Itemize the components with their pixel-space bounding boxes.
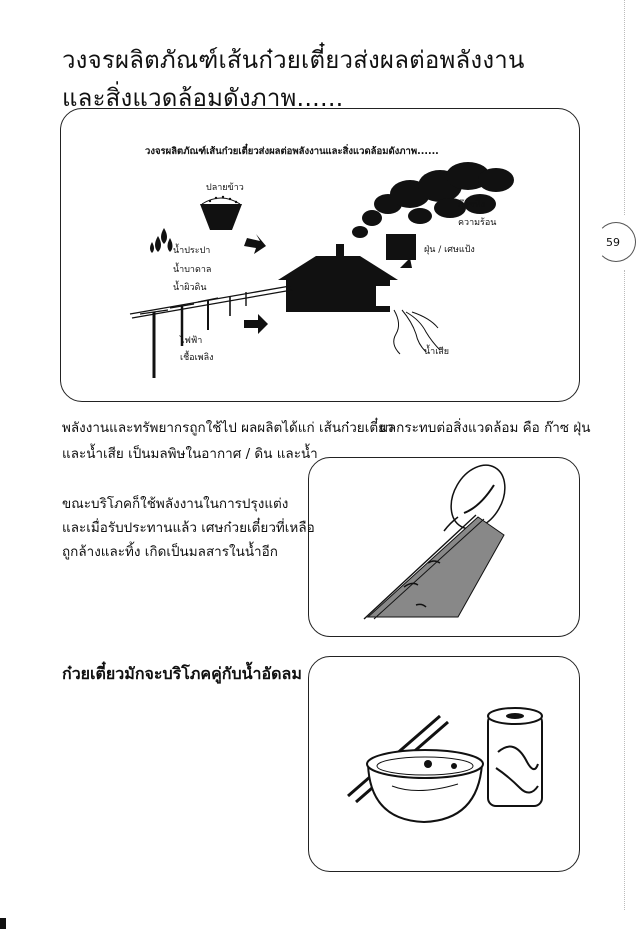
waste-sink-illustration bbox=[308, 457, 580, 637]
noodle-soda-illustration bbox=[308, 656, 580, 872]
soda-heading: ก๋วยเตี๋ยวมักจะบริโภคคู่กับน้ำอัดลม bbox=[62, 664, 302, 683]
label-surface-water: น้ำผิวดิน bbox=[173, 283, 207, 293]
noodle-bowl-icon bbox=[367, 750, 483, 822]
power-line-icon bbox=[130, 286, 292, 378]
energy-caption-left: พลังงานและทรัพยากรถูกใช้ไป ผลผลิตได้แก่ เส้นก๋วยเตี๋ยว bbox=[62, 420, 394, 436]
label-heat: ความร้อน bbox=[458, 218, 497, 228]
page-title-line-1: วงจรผลิตภัณฑ์เส้นก๋วยเตี๋ยวส่งผลต่อพลังงาน bbox=[62, 46, 525, 74]
energy-caption-right: ผลกระทบต่อสิ่งแวดล้อม คือ ก๊าซ ฝุ่น bbox=[380, 420, 591, 436]
margin-dots-top bbox=[624, 0, 626, 215]
consumer-caption-line-3: ถูกล้างและทิ้ง เกิดเป็นมลสารในน้ำอีก bbox=[62, 544, 278, 560]
energy-caption-line-2: และน้ำเสีย เป็นมลพิษในอากาศ / ดิน และน้ำ bbox=[62, 446, 318, 462]
arrow-water-icon bbox=[244, 234, 266, 254]
label-gas-waste: ก๊าซทิ้ง bbox=[458, 200, 485, 210]
label-rice: ปลายข้าว bbox=[206, 183, 244, 193]
scan-edge-mark bbox=[0, 918, 6, 929]
label-fuel: เชื้อเพลิง bbox=[180, 353, 214, 363]
cycle-diagram-illustration bbox=[60, 108, 580, 402]
margin-dots-bottom bbox=[624, 270, 626, 910]
page-title-line-2: และสิ่งแวดล้อมดังภาพ...... bbox=[62, 84, 344, 112]
label-electricity: ไฟฟ้า bbox=[180, 336, 203, 346]
sink-icon bbox=[364, 515, 504, 619]
soda-can-icon bbox=[488, 708, 542, 806]
label-water: น้ำประปา bbox=[173, 246, 211, 256]
arrow-electricity-icon bbox=[244, 314, 268, 334]
consumer-caption-line-2: และเมื่อรับประทานแล้ว เศษก๋วยเตี๋ยวที่เหลือ bbox=[62, 520, 315, 536]
rice-basket-icon bbox=[200, 196, 242, 230]
factory-icon bbox=[278, 244, 398, 312]
label-dust: ฝุ่น / เศษแป้ง bbox=[424, 245, 475, 255]
page-number: 59 bbox=[606, 236, 620, 249]
diagram-title: วงจรผลิตภัณฑ์เส้นก๋วยเตี๋ยวส่งผลต่อพลังงานและสิ่งแวดล้อมดังภาพ...... bbox=[145, 146, 439, 157]
dust-block-icon bbox=[386, 234, 416, 260]
label-wastewater: น้ำเสีย bbox=[424, 347, 450, 357]
consumer-caption-line-1: ขณะบริโภคก็ใช้พลังงานในการปรุงแต่ง bbox=[62, 496, 289, 512]
label-groundwater: น้ำบาดาล bbox=[173, 265, 212, 275]
water-drops-icon bbox=[150, 228, 173, 253]
